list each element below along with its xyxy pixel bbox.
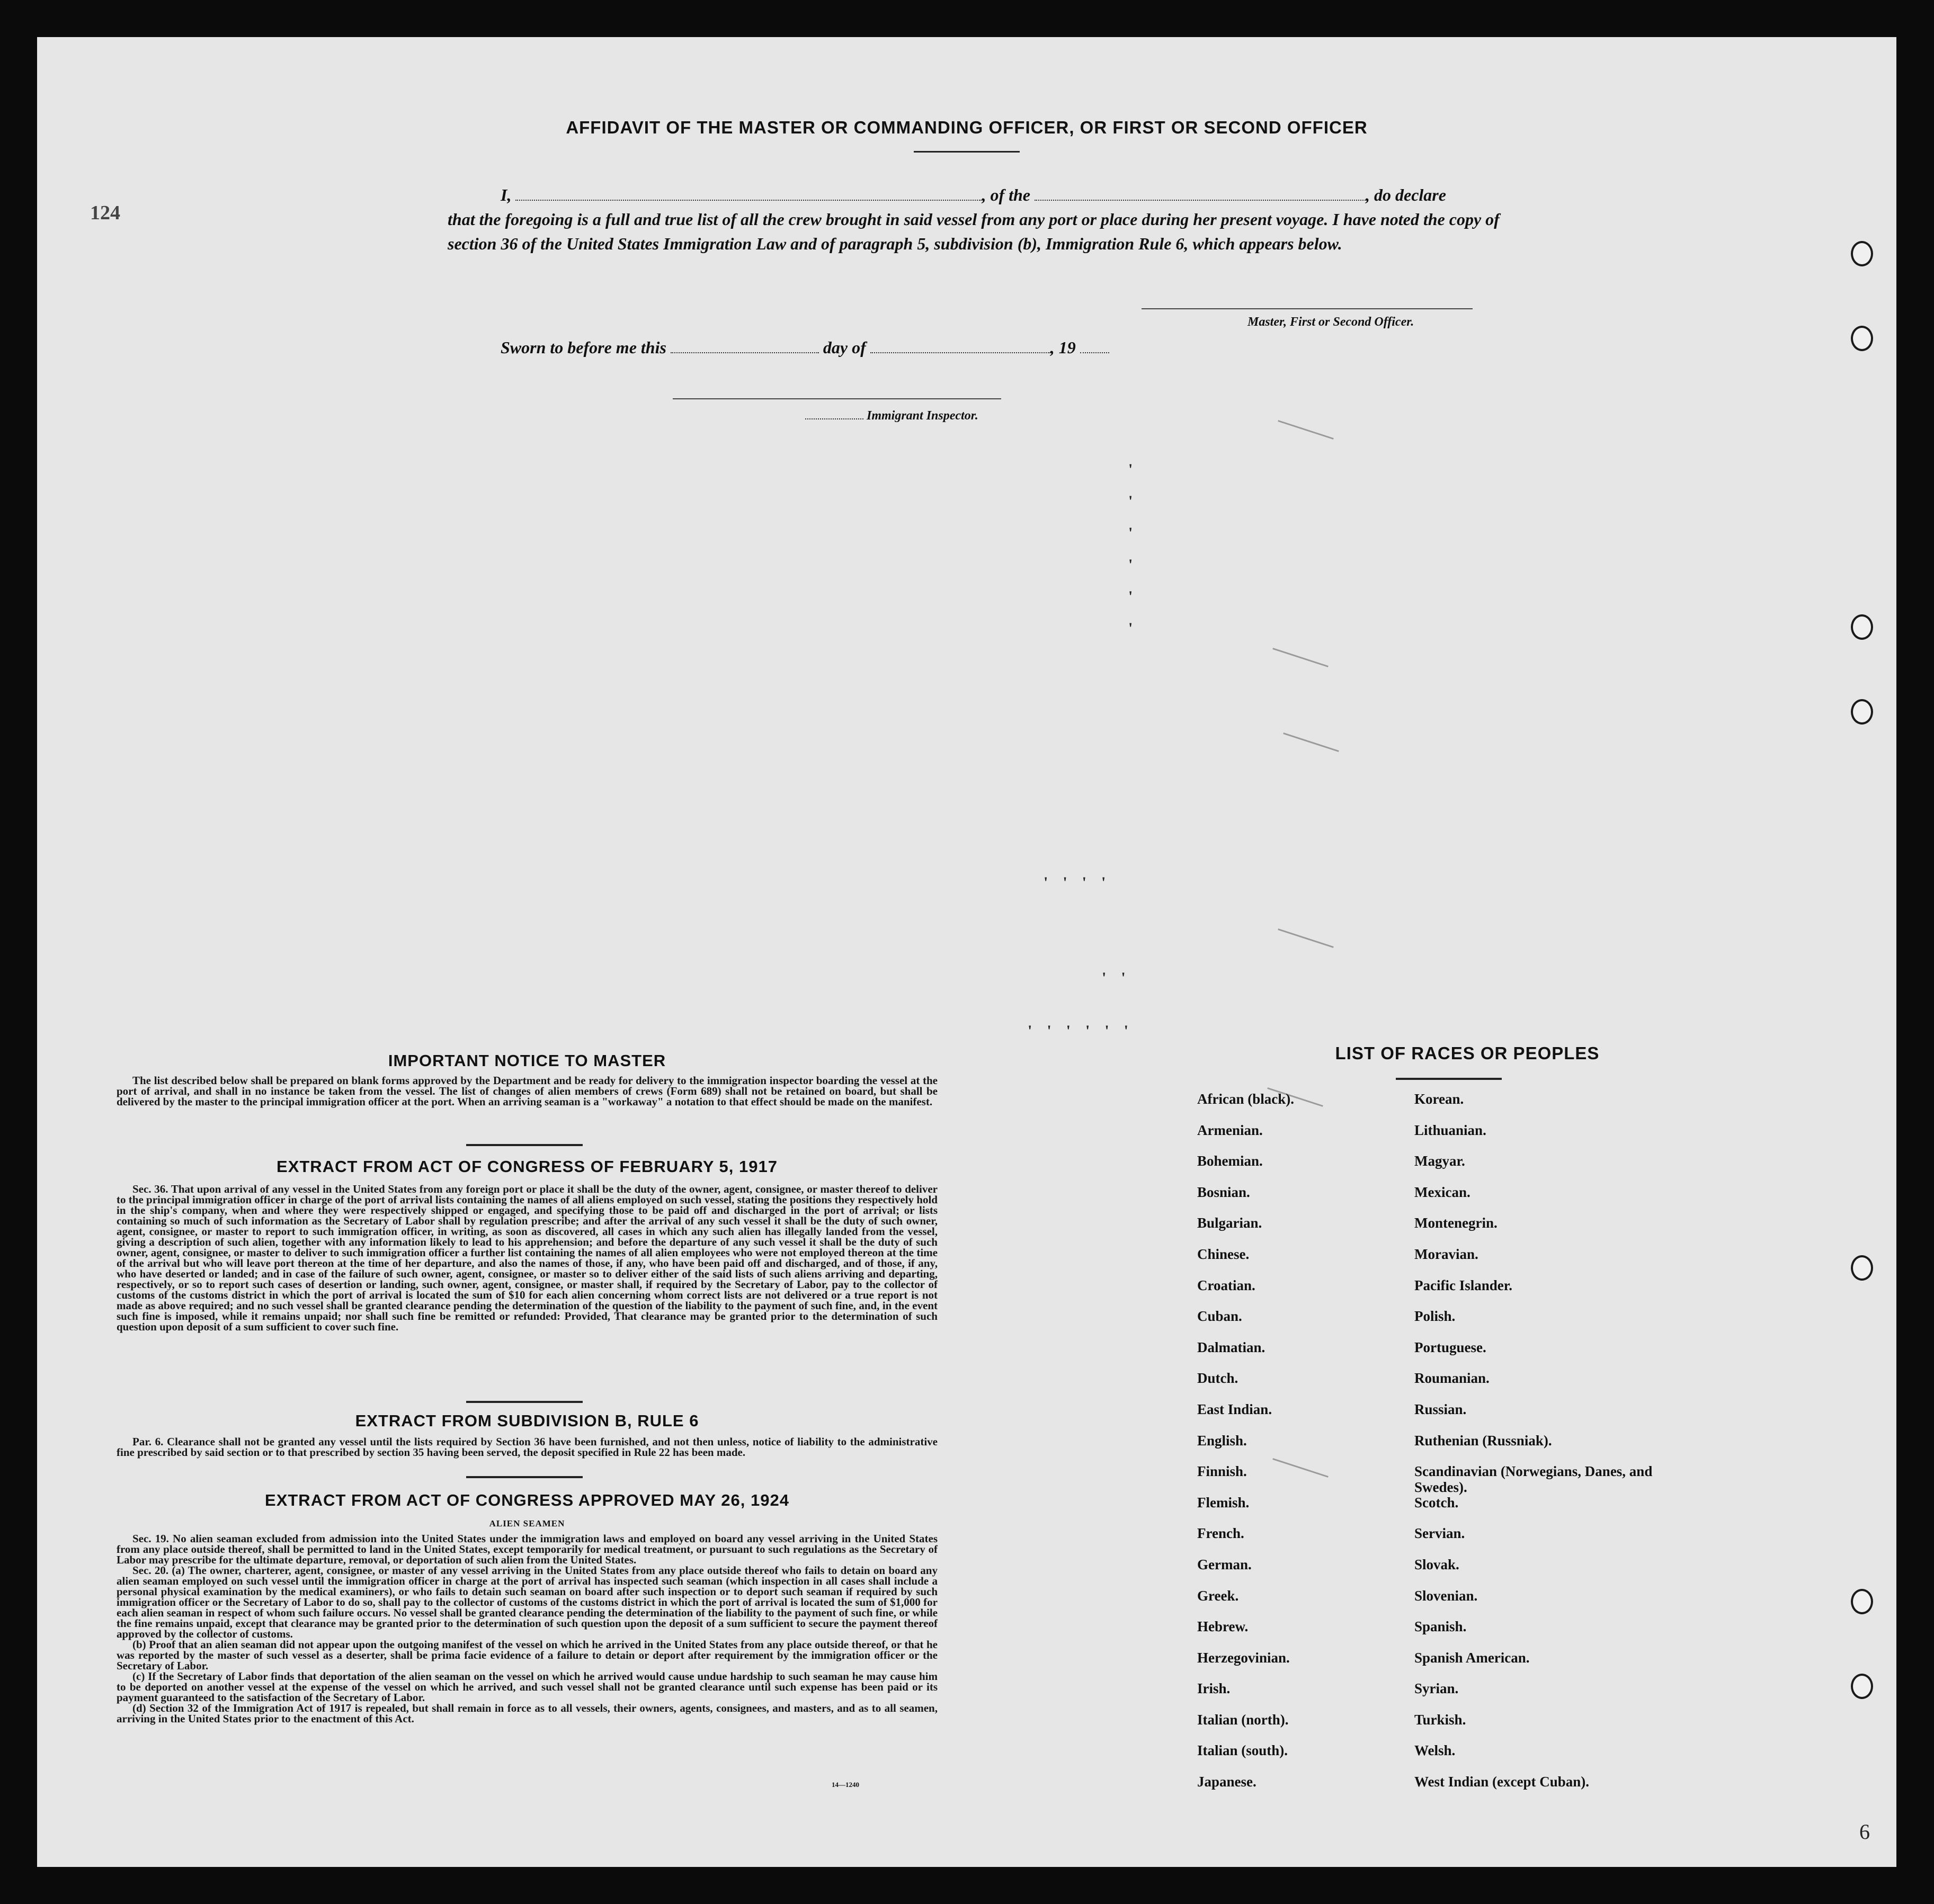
races-list-right: [1414, 1091, 1679, 1805]
race-item: Dutch.: [1197, 1370, 1238, 1387]
section-rule: [466, 1476, 583, 1478]
extract-1924-paragraph: (d) Section 32 of the Immigration Act of 1917 is repealed, but shall remain in force as to all vessels, their owners, agents, consignees, and masters, and as to all seamen, arriving in the United States prior to the enactment of this Act.: [117, 1702, 938, 1725]
inspector-label-text: Immigrant Inspector.: [867, 409, 978, 423]
title-rule: [914, 151, 1020, 153]
race-item: Montenegrin.: [1414, 1215, 1498, 1231]
races-list-left: [1197, 1091, 1398, 1805]
extract-1924-paragraph: (c) If the Secretary of Labor finds that deportation of the alien seaman on the vessel on which he arrived would cause undue hardship to such seaman he may cause him to be deported on another vessel at the expense of the vessel on which he arrived, and such vessel shall not be granted clearance until such expense has been paid or its payment guaranteed to the satisfaction of the Secretary of Labor.: [117, 1670, 938, 1704]
day-blank: [671, 352, 819, 353]
manifest-page: 124 AFFIDAVIT OF THE MASTER OR COMMANDING OFFICER, OR FIRST OR SECOND OFFICER I, , of the , do declare that the foregoing is a full and true list of all the crew brought in said vessel from any port or place during her present voyage. I have noted the copy of section 36 of the United States Immigration Law and of paragraph 5, subdivision (b), Immigration Rule 6, which appears below. Master, First or Second Officer. Sworn to before me this day of , 19 Immigrant Inspector. ' ' ' ' ' ' '''' '' '''''' IMPORTANT NOTICE TO MASTER The list described below shall be prepared on blank forms approved by the Department and be ready for delivery to the immigration inspector boarding the vessel at the port of arrival, and shall in no instance be taken from the vessel. The list of changes of alien members of crews (Form 689) shall not be retained on board, but shall be delivered by the master to the principal immigration officer at the port. When an arriving seaman is a "workaway" a notation to that effect should be made on the manifest. EXTRACT FROM ACT OF CONGRESS OF FEBRUARY 5, 1917 Sec. 36. That upon arrival of any vessel in the United States from any foreign port or place it shall be the duty of the owner, agent, consignee, or master thereof to deliver to the principal immigration officer in charge of the port of arrival lists containing the names of all aliens employed on such vessel, stating the positions they respectively hold in the ship's company, when and where they were respectively shipped or engaged, and specifying those to be paid off and discharged in the port of arrival; or lists containing so much of such information as the Secretary of Labor shall by regulation prescribe; and after the arrival of any such vessel it shall be the duty of such owner, agent, consignee, or master to report to such immigration officer, in writing, as soon as discovered, all cases in which any such alien has illegally landed from the vessel, giving a description of such alien, together with any information likely to lead to his apprehension; and before the departure of any such vessel it shall be the duty of such owner, agent, consignee, or master to deliver to such immigration officer a further list containing the names of all alien employees who were not employed thereon at the time of the arrival but who will leave port thereon at the time of her departure, and also the names of those, if any, who have been paid off and discharged, and of those, if any, who have deserted or landed; and in case of the failure of such owner, agent, consignee, or master so to deliver either of the said lists of such aliens arriving and departing, respectively, or so to report such cases of desertion or landing, such owner, agent, consignee, or master shall, if required by the Secretary of Labor, pay to the collector of customs of the customs district in which the port of arrival is located the sum of $10 for each alien concerning whom correct lists are not delivered or a true report is not made as above required; and no such vessel shall be granted clearance pending the determination of the question of the liability to the payment of such fine, and, in the event such fine is imposed, while it remains unpaid; nor shall such fine be remitted or refunded: Provided, That clearance may be granted prior to the determination of such question upon deposit of a sum sufficient to cover such fine. EXTRACT FROM SUBDIVISION B, RULE 6 Par. 6. Clearance shall not be granted any vessel until the lists required by Section 36 have been furnished, and not then unless, notice of liability to the administrative fine prescribed by said section or to that prescribed by section 35 having been served, the deposit specified in Rule 22 has been made. EXTRACT FROM ACT OF CONGRESS APPROVED MAY 26, 1924 ALIEN SEAMEN Sec. 19. No alien seaman excluded from admission into the United States under the immigration laws and employed on board any vessel arriving in the United States from any place outside thereof, shall be permitted to land in the United States, except temporarily for medical treatment, or pursuant to such regulations as the Secretary of Labor may prescribe for the ultimate departure, removal, or deportation of such alien from the United States. Sec. 20. (a) The owner, charterer, agent, consignee, or master of any vessel arriving in the United States from any place outside thereof who fails to detain on board any alien seaman employed on such vessel until the immigration officer in charge at the port of arrival has inspected such seaman (which inspection in all cases shall include a personal physical examination by the medical examiners), or who fails to detain such seaman on board after such inspection or to deport such seaman if required by such immigration officer or the Secretary of Labor to do so, shall pay to the collector of customs of the customs district in which the port of arrival is located the sum of $1,000 for each alien seaman in respect of whom such failure occurs. No vessel shall be granted clearance pending the determination of the liability to the payment of such fine, or while the fine remains unpaid, except that clearance may be granted prior to the determination of such question upon the deposit of a sum sufficient to secure the payment thereof approved by the collector of customs. (b) Proof that an alien seaman did not appear upon the outgoing manifest of the vessel on which he arrived in the United States from any place outside thereof, or that he was reported by the master of such vessel as a deserter, shall be prima facie evidence of a failure to detain or deport after requirement by the immigration officer or the Secretary of Labor. (c) If the Secretary of Labor finds that deportation of the alien seaman on the vessel on which he arrived would cause undue hardship to such seaman he may cause him to be deported on another vessel at the expense of the vessel on which he arrived, and such vessel shall not be granted clearance until such expense has been paid or its payment guaranteed to the satisfaction of the Secretary of Labor. (d) Section 32 of the Immigration Act of 1917 is repealed, but shall remain in force as to all vessels, their owners, agents, consignees, and masters, and as to all seamen, arriving in the United States prior to the enactment of this Act. 14—1240 LIST OF RACES OR PEOPLES African (black). Armenian. Bohemian. Bosnian. Bulgarian. Chinese. Croatian. Cuban. Dalmatian. Dutch. East Indian. English. Finnish. Flemish. French. German. Greek. Hebrew. Herzegovinian. Irish. Italian (north). Italian (south). Japanese. Korean. Lithuanian. Magyar. Mexican. Montenegrin. Moravian. Pacific Islander. Polish. Portuguese. Roumanian. Russian. Ruthenian (Russniak). Scandinavian (Norwegians, Danes, and Swedes). Scotch. Servian. Slovak. Slovenian. Spanish. Spanish American. Syrian. Turkish. Welsh. West Indian (except Cuban). 6: [37, 37, 1896, 1867]
race-item: Armenian.: [1197, 1122, 1263, 1138]
race-item: Cuban.: [1197, 1308, 1242, 1325]
race-item: French.: [1197, 1525, 1244, 1542]
binding-hole: [1851, 1589, 1873, 1614]
race-item: Welsh.: [1414, 1742, 1456, 1759]
race-item: Dalmatian.: [1197, 1339, 1265, 1355]
races-title: LIST OF RACES OR PEOPLES: [1335, 1043, 1600, 1063]
races-rule: [1396, 1078, 1502, 1080]
corner-mark: 6: [1859, 1820, 1870, 1844]
race-item: Spanish American.: [1414, 1649, 1530, 1666]
binding-hole: [1851, 326, 1873, 351]
race-item: African (black).: [1197, 1091, 1294, 1107]
binding-hole: [1851, 614, 1873, 640]
extract-1924-title: EXTRACT FROM ACT OF CONGRESS APPROVED MAY 26, 1924: [265, 1491, 789, 1509]
year-prefix: , 19: [1050, 338, 1076, 357]
race-item: Lithuanian.: [1414, 1122, 1486, 1138]
affidavit-title: AFFIDAVIT OF THE MASTER OR COMMANDING OFFICER, OR FIRST OR SECOND OFFICER: [566, 118, 1368, 137]
race-item: Ruthenian (Russniak).: [1414, 1432, 1552, 1449]
declaration-text: that the foregoing is a full and true list of all the crew brought in said vessel from any port or place during her present voyage. I have noted the copy of section 36 of the United States Immigration Law and of paragraph 5, subdivision (b), Immigration Rule 6, which appears below.: [448, 210, 1500, 253]
race-item: West Indian (except Cuban).: [1414, 1774, 1590, 1790]
race-item: Italian (south).: [1197, 1742, 1288, 1759]
race-item: Japanese.: [1197, 1774, 1256, 1790]
binding-hole: [1851, 241, 1873, 266]
race-item: Portuguese.: [1414, 1339, 1486, 1355]
inspector-label: [805, 409, 978, 423]
extract-1924-paragraph: (b) Proof that an alien seaman did not appear upon the outgoing manifest of the vessel on which he arrived in the United States from any place outside thereof, or that he was reported by the master of such vessel as a deserter, shall be prima facie evidence of a failure to detain or deport after requirement by the immigration officer or the Secretary of Labor.: [117, 1638, 938, 1672]
inspector-signature-line: [673, 398, 1001, 399]
race-item: Polish.: [1414, 1308, 1456, 1325]
race-item: Chinese.: [1197, 1246, 1250, 1262]
race-item: East Indian.: [1197, 1401, 1272, 1417]
race-item: Herzegovinian.: [1197, 1649, 1290, 1666]
race-item: Italian (north).: [1197, 1711, 1289, 1728]
notice-paragraph: The list described below shall be prepared on blank forms approved by the Department and be ready for delivery to the immigration inspector boarding the vessel at the port of arrival, and shall in no instance be taken from the vessel. The list of changes of alien members of crews (Form 689) shall not be retained on board, but shall be delivered by the master to the principal immigration officer at the port. When an arriving seaman is a "workaway" a notation to that effect should be made on the manifest.: [117, 1074, 938, 1108]
vessel-blank: [1035, 200, 1366, 201]
race-item: Russian.: [1414, 1401, 1467, 1417]
year-blank: [1080, 352, 1109, 353]
race-item: Hebrew.: [1197, 1619, 1249, 1635]
race-item: English.: [1197, 1432, 1247, 1449]
alien-seamen-subtitle: ALIEN SEAMEN: [489, 1518, 565, 1528]
do-declare-label: , do declare: [1366, 185, 1446, 204]
extract-1924-paragraph: Sec. 20. (a) The owner, charterer, agent, consignee, or master of any vessel arriving in the United States from any place outside thereof who fails to detain on board any alien seaman employed on such vessel until the immigration officer in charge at the port of arrival has inspected such seaman (which inspection in all cases shall include a personal physical examination by the medical examiners), or who fails to detain such seaman on board after such inspection or to deport such seaman if required by such immigration officer or the Secretary of Labor to do so, shall pay to the collector of customs of the customs district in which the port of arrival is located the sum of $1,000 for each alien seaman in respect of whom such failure occurs. No vessel shall be granted clearance pending the determination of the liability to the payment of such fine, or while the fine remains unpaid, except that clearance may be granted prior to the determination of such question upon the deposit of a sum sufficient to secure the payment thereof approved by the collector of customs.: [117, 1564, 938, 1640]
race-item: Greek.: [1197, 1587, 1239, 1604]
race-item: Turkish.: [1414, 1711, 1466, 1728]
name-blank: [515, 200, 982, 201]
race-item: Korean.: [1414, 1091, 1464, 1107]
inspector-blank: [805, 418, 863, 419]
section-rule: [466, 1144, 583, 1146]
notice-text: [117, 1075, 938, 1107]
race-item: Slovak.: [1414, 1556, 1459, 1572]
race-item: Finnish.: [1197, 1463, 1247, 1480]
i-label: I,: [501, 185, 512, 204]
sworn-line: [501, 338, 1109, 357]
affidavit-body: [448, 183, 1502, 256]
race-item: Slovenian.: [1414, 1587, 1478, 1604]
extract-1917-text: [117, 1184, 938, 1332]
section-rule: [466, 1401, 583, 1403]
race-item: Pacific Islander.: [1414, 1277, 1512, 1293]
race-item: Roumanian.: [1414, 1370, 1490, 1387]
signature-label: Master, First or Second Officer.: [1247, 315, 1414, 329]
extract-rule6-paragraph: Par. 6. Clearance shall not be granted any vessel until the lists required by Section 36 have been furnished, and not then unless, notice of liability to the administrative fine prescribed by said section or to that prescribed by section 35 having been served, the deposit specified in Rule 22 has been made.: [117, 1435, 938, 1459]
race-item: German.: [1197, 1556, 1252, 1572]
race-item: Bohemian.: [1197, 1153, 1263, 1169]
extract-1924-paragraph: Sec. 19. No alien seaman excluded from admission into the United States under the immigration laws and employed on board any vessel arriving in the United States from any place outside thereof, shall be permitted to land in the United States, except temporarily for medical treatment, or pursuant to such regulations as the Secretary of Labor may prescribe for the ultimate departure, removal, or deportation of such alien from the United States.: [117, 1532, 938, 1566]
binding-hole: [1851, 699, 1873, 725]
notice-title: IMPORTANT NOTICE TO MASTER: [388, 1051, 666, 1070]
race-item: Irish.: [1197, 1680, 1231, 1697]
margin-mark: 124: [90, 202, 120, 224]
sworn-prefix: Sworn to before me this: [501, 338, 666, 357]
month-blank: [870, 352, 1050, 353]
race-item: Syrian.: [1414, 1680, 1459, 1697]
signature-line: [1142, 308, 1473, 309]
form-number: 14—1240: [832, 1781, 859, 1789]
race-item: Mexican.: [1414, 1184, 1470, 1200]
race-item: Servian.: [1414, 1525, 1465, 1542]
race-item: Bulgarian.: [1197, 1215, 1262, 1231]
race-item: Flemish.: [1197, 1494, 1250, 1510]
binding-hole: [1851, 1255, 1873, 1281]
race-item: Bosnian.: [1197, 1184, 1250, 1200]
extract-rule6-text: [117, 1436, 938, 1458]
declaration-line: [448, 183, 1502, 207]
race-item: Croatian.: [1197, 1277, 1255, 1293]
extract-1917-paragraph: Sec. 36. That upon arrival of any vessel in the United States from any foreign port or place it shall be the duty of the owner, agent, consignee, or master thereof to deliver to the principal immigration officer in charge of the port of arrival lists containing the names of all aliens employed on such vessel, stating the positions they respectively hold in the ship's company, when and where they were respectively shipped or engaged, and specifying those to be paid off and discharged in the port of arrival; or lists containing so much of such information as the Secretary of Labor shall by regulation prescribe; and after the arrival of any such vessel it shall be the duty of such owner, agent, consignee, or master to report to such immigration officer, in writing, as soon as discovered, all cases in which any such alien has illegally landed from the vessel, giving a description of such alien, together with any information likely to lead to his apprehension; and before the departure of any such vessel it shall be the duty of such owner, agent, consignee, or master to deliver to such immigration officer a further list containing the names of all alien employees who were not employed thereon at the time of the arrival but who will leave port thereon at the time of her departure, and also the names of those, if any, who have been paid off and discharged, and of those, if any, who have deserted or landed; and in case of the failure of such owner, agent, consignee, or master so to deliver either of the said lists of such aliens arriving and departing, respectively, or so to report such cases of desertion or landing, such owner, agent, consignee, or master shall, if required by the Secretary of Labor, pay to the collector of customs of the customs district in which the port of arrival is located the sum of $10 for each alien concerning whom correct lists are not delivered or a true report is not made as above required; and no such vessel shall be granted clearance pending the determination of the question of the liability to the payment of such fine, and, in the event such fine is imposed, while it remains unpaid; nor shall such fine be remitted or refunded: Provided, That clearance may be granted prior to the determination of such question upon deposit of a sum sufficient to cover such fine.: [117, 1183, 938, 1333]
extract-1917-title: EXTRACT FROM ACT OF CONGRESS OF FEBRUARY 5, 1917: [277, 1157, 778, 1176]
binding-hole: [1851, 1674, 1873, 1699]
race-item: Magyar.: [1414, 1153, 1465, 1169]
day-of-label: day of: [823, 338, 866, 357]
race-item: Scotch.: [1414, 1494, 1459, 1510]
race-item: Moravian.: [1414, 1246, 1478, 1262]
race-item: Scandinavian (Norwegians, Danes, and Swedes).: [1414, 1463, 1653, 1496]
extract-rule6-title: EXTRACT FROM SUBDIVISION B, RULE 6: [355, 1411, 699, 1430]
race-item: Spanish.: [1414, 1619, 1467, 1635]
extract-1924-text: [117, 1533, 938, 1724]
of-the-label: , of the: [982, 185, 1030, 204]
